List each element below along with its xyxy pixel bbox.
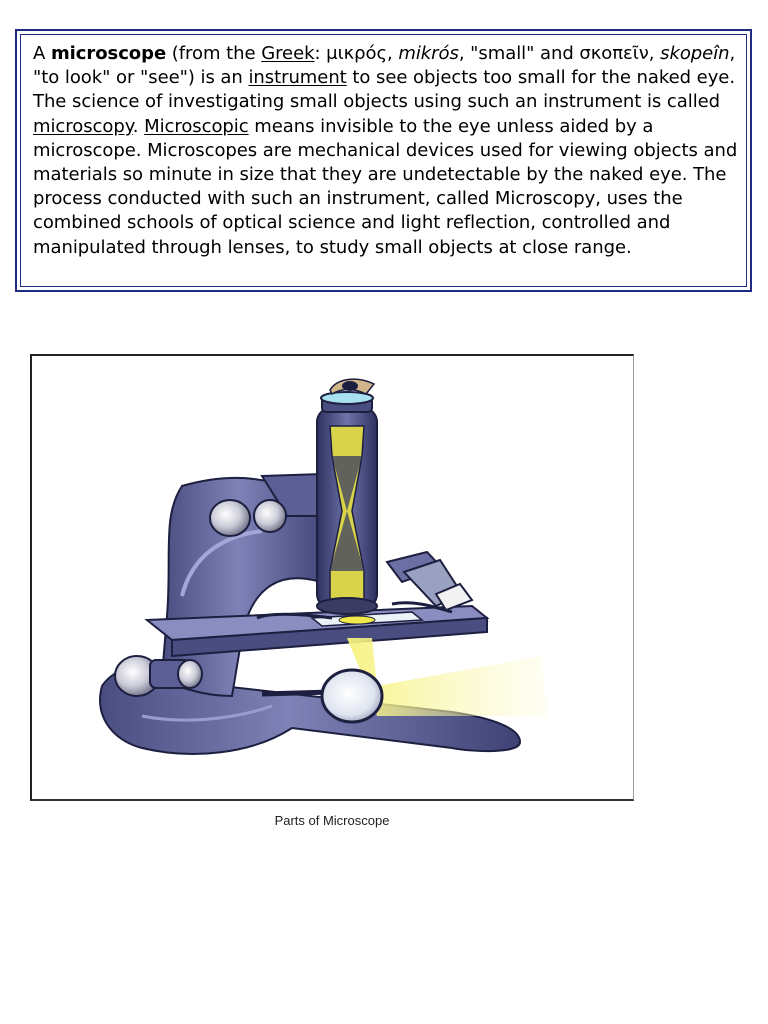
microscope-illustration <box>32 356 632 799</box>
link-greek[interactable]: Greek <box>261 43 315 64</box>
greek-mikros: mikrós <box>398 43 459 64</box>
text-segment: A <box>33 43 51 64</box>
text-segment: , "to look" or "see") is an <box>33 43 736 89</box>
figure-caption: Parts of Microscope <box>274 813 390 828</box>
text-segment: (from the <box>166 43 262 64</box>
link-instrument[interactable]: instrument <box>248 67 347 89</box>
definition-text <box>20 34 747 287</box>
link-microscopy[interactable]: microscopy <box>33 115 133 137</box>
microscope-figure <box>30 354 634 801</box>
text-segment: to see objects too small for the naked eye. The science of investigating small objects using such an instrument is called <box>33 67 735 113</box>
definition-box <box>15 29 752 292</box>
term-microscope: microscope <box>50 43 167 64</box>
text-segment: . <box>132 115 145 137</box>
link-microscopic[interactable]: Microscopic <box>144 115 249 137</box>
text-segment: means invisible to the eye unless aided by a microscope. Microscopes are mechanical devices used for viewing objects and materials so minute in size that they are undetectable by the naked eye. The process conducted with such an instrument, called Microscopy, uses the combined schools of optical science and light reflection, controlled and manipulated through lenses, to study small objects at close range. <box>33 115 738 258</box>
objective-lenses <box>387 552 472 610</box>
body-tube <box>317 392 377 614</box>
text-segment: , "small" and σκοπεῖν, <box>458 43 661 64</box>
greek-skopein: skopeîn <box>660 43 730 64</box>
text-segment: : μικρός, <box>314 43 399 64</box>
